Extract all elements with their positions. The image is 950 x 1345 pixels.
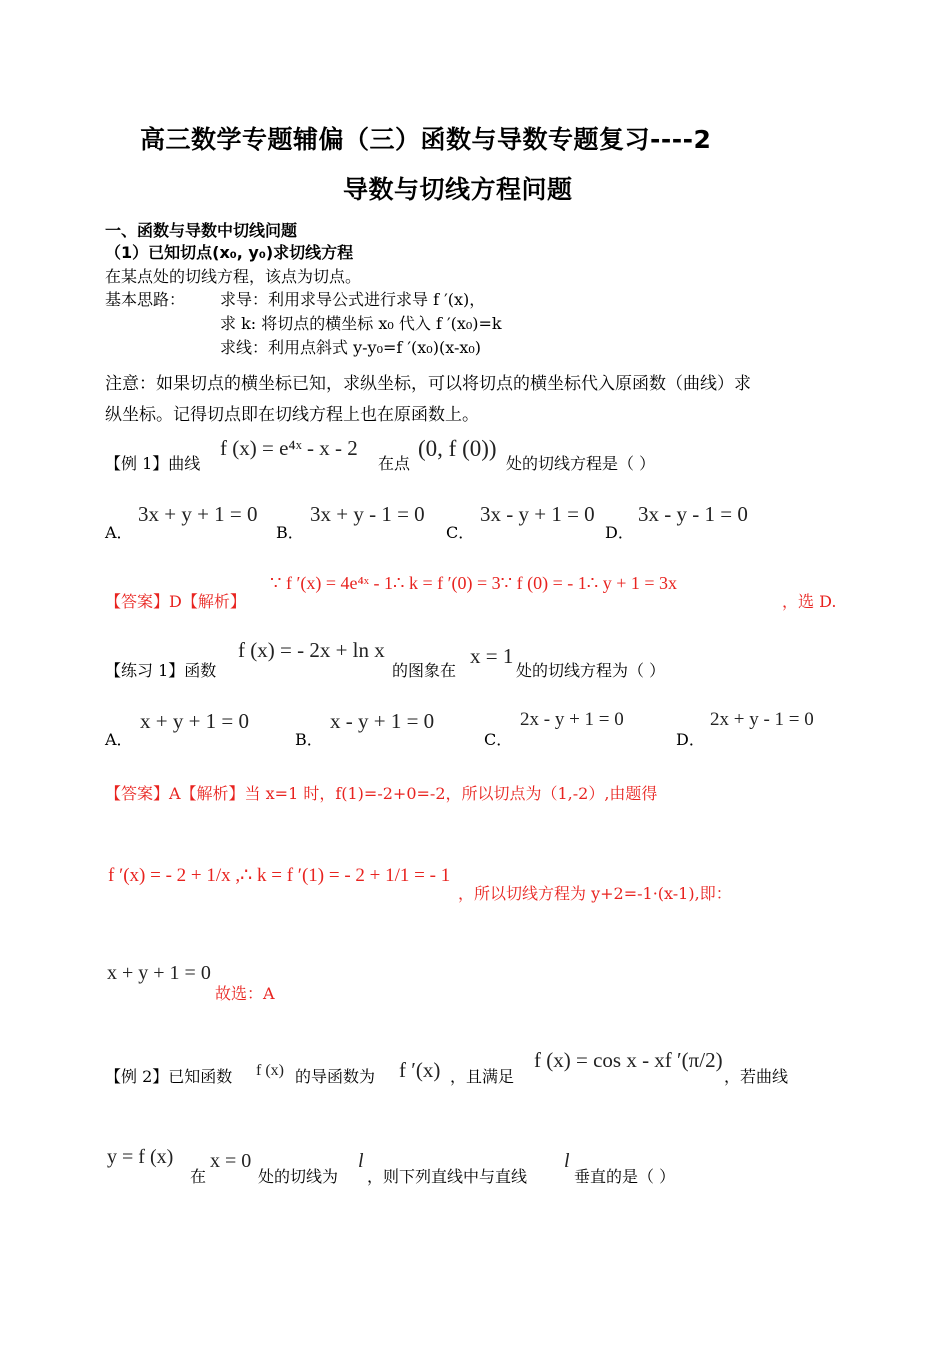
example2-formula: f (x) = cos x - xf ′(π/2) — [534, 1048, 723, 1072]
example1-option-c: 3x - y + 1 = 0 — [480, 502, 595, 526]
example1-option-a-letter: A． — [105, 523, 133, 542]
example2-curve: y = f (x) — [107, 1146, 174, 1168]
example1-answer-formula: ∵ f ′(x) = 4e⁴ˣ - 1∴ k = f ′(0) = 3∵ f (0) = - 1∴ y + 1 = 3x — [270, 573, 677, 593]
example2-fprime: f ′(x) — [399, 1058, 441, 1082]
example1-formula: f (x) = e⁴ˣ - x - 2 — [220, 436, 358, 460]
intro-text: 在某点处的切线方程，该点为切点。 — [105, 267, 362, 286]
example1-option-d-letter: D． — [605, 523, 634, 542]
exercise1-point: x = 1 — [470, 644, 514, 668]
example1-answer-label: 【答案】D【解析】 — [105, 592, 246, 611]
exercise1-option-c-letter: C． — [484, 730, 513, 749]
example2-line-l: l — [358, 1150, 364, 1172]
example2-text-7: 垂直的是（ ） — [574, 1167, 676, 1186]
steps-label: 基本思路： — [105, 290, 186, 309]
example2-text-4: 在 — [190, 1167, 207, 1186]
doc-title-line1: 高三数学专题辅偏（三）函数与导数专题复习----2 — [140, 125, 712, 154]
step-line: 求线：利用点斜式 y-y₀=f ′(x₀)(x-x₀) — [220, 338, 482, 357]
step-derive: 求导：利用求导公式进行求导 f ′(x)， — [220, 290, 486, 309]
exercise1-mid: 的图象在 — [392, 661, 457, 680]
exercise1-option-d-letter: D． — [676, 730, 705, 749]
example1-option-c-letter: C． — [446, 523, 475, 542]
example2-text-3: ，若曲线 — [724, 1067, 789, 1086]
example2-text-5: 处的切线为 — [258, 1167, 339, 1186]
exercise1-label: 【练习 1】函数 — [105, 661, 217, 680]
exercise1-derivative-tail: ，所以切线方程为 y+2=-1·(x-1),即： — [458, 884, 732, 903]
example1-option-b-letter: B． — [276, 523, 304, 542]
example2-text-1: 的导函数为 — [295, 1067, 376, 1086]
example1-tail: 处的切线方程是（ ） — [506, 454, 656, 473]
example1-label: 【例 1】曲线 — [105, 454, 201, 473]
step-slope: 求 k: 将切点的横坐标 x₀ 代入 f ′(x₀)=k — [220, 314, 502, 333]
exercise1-tail: 处的切线方程为（ ） — [516, 661, 666, 680]
example2-text-2: ，且满足 — [450, 1067, 515, 1086]
example1-answer-tail: ，选 D. — [782, 592, 837, 611]
doc-title-line2: 导数与切线方程问题 — [343, 175, 573, 204]
example2-line-l-2: l — [564, 1150, 570, 1172]
example1-option-d: 3x - y - 1 = 0 — [638, 502, 748, 526]
example2-fx: f (x) — [256, 1062, 284, 1079]
exercise1-option-a-letter: A． — [105, 730, 133, 749]
exercise1-option-d: 2x + y - 1 = 0 — [710, 709, 814, 730]
note-line-1: 注意：如果切点的横坐标已知，求纵坐标，可以将切点的横坐标代入原函数（曲线）求 — [105, 374, 751, 394]
exercise1-result: x + y + 1 = 0 — [107, 962, 211, 984]
exercise1-result-tail: 故选：A — [215, 984, 275, 1003]
example1-option-b: 3x + y - 1 = 0 — [310, 502, 425, 526]
example1-mid: 在点 — [378, 454, 411, 473]
subsection-heading: （1）已知切点(x₀, y₀)求切线方程 — [105, 243, 354, 262]
exercise1-option-c: 2x - y + 1 = 0 — [520, 709, 624, 730]
example2-label: 【例 2】已知函数 — [105, 1067, 233, 1086]
note-line-2: 纵坐标。记得切点即在切线方程上也在原函数上。 — [105, 405, 479, 425]
example1-option-a: 3x + y + 1 = 0 — [138, 502, 258, 526]
example1-point: (0, f (0)) — [418, 436, 497, 461]
exercise1-option-b-letter: B． — [295, 730, 323, 749]
section-heading: 一、函数与导数中切线问题 — [105, 221, 298, 240]
exercise1-formula: f (x) = - 2x + ln x — [238, 638, 385, 662]
example2-text-6: ，则下列直线中与直线 — [367, 1167, 528, 1186]
exercise1-option-b: x - y + 1 = 0 — [330, 709, 435, 733]
example2-at: x = 0 — [210, 1150, 252, 1172]
exercise1-option-a: x + y + 1 = 0 — [140, 709, 250, 733]
exercise1-answer-line: 【答案】A【解析】当 x=1 时，f(1)=-2+0=-2，所以切点为（1,-2）,由题得 — [105, 784, 658, 803]
exercise1-derivative-formula: f ′(x) = - 2 + 1/x ,∴ k = f ′(1) = - 2 + 1/1 = - 1 — [108, 865, 451, 886]
